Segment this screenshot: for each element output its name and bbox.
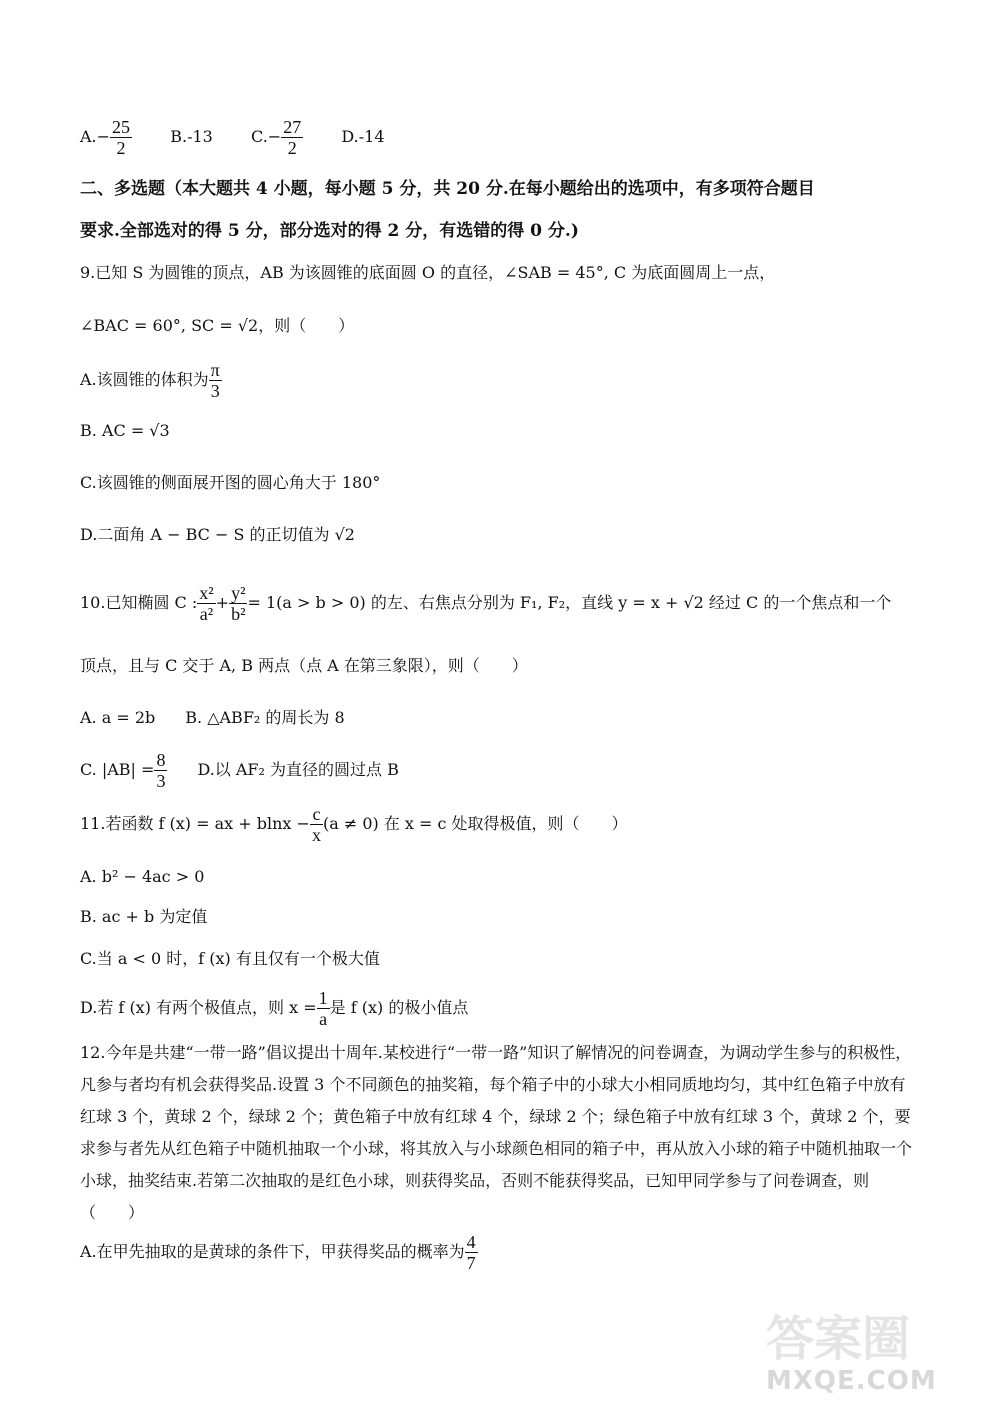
q8-options [80, 112, 385, 162]
q11-option-c: C.当 a < 0 时，f (x) 有且仅有一个极大值 [80, 949, 380, 968]
q9-a-denominator: 3 [210, 381, 220, 401]
q9-option-a [80, 358, 222, 402]
q10-stem-line1 [80, 578, 891, 628]
q11-d-numerator: 1 [318, 988, 328, 1008]
q10-c-denominator: 3 [156, 771, 166, 791]
q10-y-numerator: y² [231, 583, 246, 603]
q11-numerator: c [310, 804, 323, 825]
minus-sign: − [267, 127, 282, 146]
q12-a-numerator: 4 [466, 1232, 476, 1252]
q10-y-fraction [229, 583, 247, 624]
q11-option-d-prefix: D.若 f (x) 有两个极值点，则 x = [80, 998, 317, 1017]
q10-stem-line2: 顶点，且与 C 交于 A, B 两点（点 A 在第三象限），则（ ） [80, 656, 528, 675]
q12-option-a-text: A.在甲先抽取的是黄球的条件下，甲获得奖品的概率为 [80, 1242, 465, 1261]
q10-options-cd [80, 748, 399, 792]
q11-stem [80, 802, 628, 846]
q10-x-fraction [197, 583, 215, 624]
q10-x-denominator: a² [199, 604, 214, 624]
q9-option-c: C.该圆锥的侧面展开图的圆心角大于 180° [80, 473, 381, 492]
q9-option-d: D.二面角 A − BC − S 的正切值为 √2 [80, 525, 355, 544]
q9-a-numerator: π [210, 360, 220, 380]
q8-c-denominator: 2 [287, 138, 297, 158]
q9-stem-line2: ∠BAC = 60°, SC = √2，则（ ） [80, 316, 355, 335]
q11-stem-suffix: (a ≠ 0) 在 x = c 处取得极值，则（ ） [322, 814, 628, 833]
q11-option-d [80, 986, 468, 1030]
q10-stem-suffix: = 1(a > b > 0) 的左、右焦点分别为 F₁, F₂，直线 y = x + √2 经过 C 的一个焦点和一个 [247, 593, 892, 612]
q11-option-d-suffix: 是 f (x) 的极小值点 [329, 998, 469, 1017]
q10-options-ab [80, 707, 345, 729]
q10-option-d: D.以 AF₂ 为直径的圆过点 B [197, 760, 399, 779]
q10-option-c-fraction [154, 750, 167, 791]
q8-c-numerator: 27 [283, 117, 302, 137]
q9-stem-line1: 9.已知 S 为圆锥的顶点，AB 为该圆锥的底面圆 O 的直径，∠SAB = 45°, C 为底面圆周上一点， [80, 263, 776, 282]
q11-stem-fraction [310, 804, 323, 845]
q11-denominator: x [311, 825, 321, 845]
q8-a-numerator: 25 [112, 117, 131, 137]
q10-option-b: B. △ABF₂ 的周长为 8 [185, 708, 345, 727]
q11-option-b: B. ac + b 为定值 [80, 907, 208, 926]
q9-option-a-fraction [209, 360, 222, 401]
watermark-logo [766, 1300, 966, 1396]
q8-option-c-label: C. [251, 127, 268, 146]
watermark-chinese-text: 答案圈 [766, 1311, 911, 1367]
q8-option-c-fraction [281, 117, 303, 158]
q8-option-d: D.-14 [341, 127, 385, 146]
q11-option-d-fraction [317, 988, 330, 1029]
q10-y-denominator: b² [231, 604, 246, 624]
q12-stem: 12.今年是共建“一带一路”倡议提出十周年.某校进行“一带一路”知识了解情况的问卷调查，为调动学生参与的积极性，凡参与者均有机会获得奖品.设置 3 个不同颜色的抽奖箱，每个箱子中的小球大小相同质地均匀，其中红色箱子中放有红球 3 个，黄球 2 个，绿球 2 个；黄色箱子中放有红球 4 个，绿球 2 个；绿色箱子中放有红球 3 个，黄球 2 个，要求参与者先从红色箱子中随机抽取一个小球，将其放入与小球颜色相同的箱子中，再从放入小球的箱子中随机抽取一个小球，抽奖结束.若第二次抽取的是红色小球，则获得奖品，否则不能获得奖品，已知甲同学参与了问卷调查，则（ ） [80, 1043, 913, 1222]
q10-stem-prefix: 10.已知椭圆 C : [80, 593, 198, 612]
q12-option-a-fraction [465, 1232, 478, 1273]
q12-option-a [80, 1228, 478, 1276]
watermark-site-text: MXQE.COM [766, 1366, 937, 1396]
q10-x-numerator: x² [199, 583, 214, 603]
plus-sign: + [215, 593, 230, 612]
q10-option-c-prefix: C. |AB| = [80, 760, 155, 779]
section2-heading-line2: 要求.全部选对的得 5 分，部分选对的得 2 分，有选错的得 0 分.) [80, 221, 579, 241]
q8-a-denominator: 2 [116, 138, 126, 158]
q12-a-denominator: 7 [466, 1253, 476, 1273]
q8-option-b: B.-13 [170, 127, 213, 146]
q8-option-a-fraction [110, 117, 132, 158]
q10-option-a: A. a = 2b [80, 708, 156, 727]
q11-stem-prefix: 11.若函数 f (x) = ax + blnx − [80, 814, 310, 833]
section2-heading-line1: 二、多选题（本大题共 4 小题，每小题 5 分，共 20 分.在每小题给出的选项中，有多项符合题目 [80, 179, 815, 199]
minus-sign: − [96, 127, 111, 146]
q11-d-denominator: a [319, 1009, 328, 1029]
q10-c-numerator: 8 [156, 750, 166, 770]
q9-option-b: B. AC = √3 [80, 421, 170, 440]
q11-option-a: A. b² − 4ac > 0 [80, 867, 205, 886]
q9-option-a-text: A.该圆锥的体积为 [80, 370, 209, 389]
q8-option-a-label: A. [80, 127, 97, 146]
